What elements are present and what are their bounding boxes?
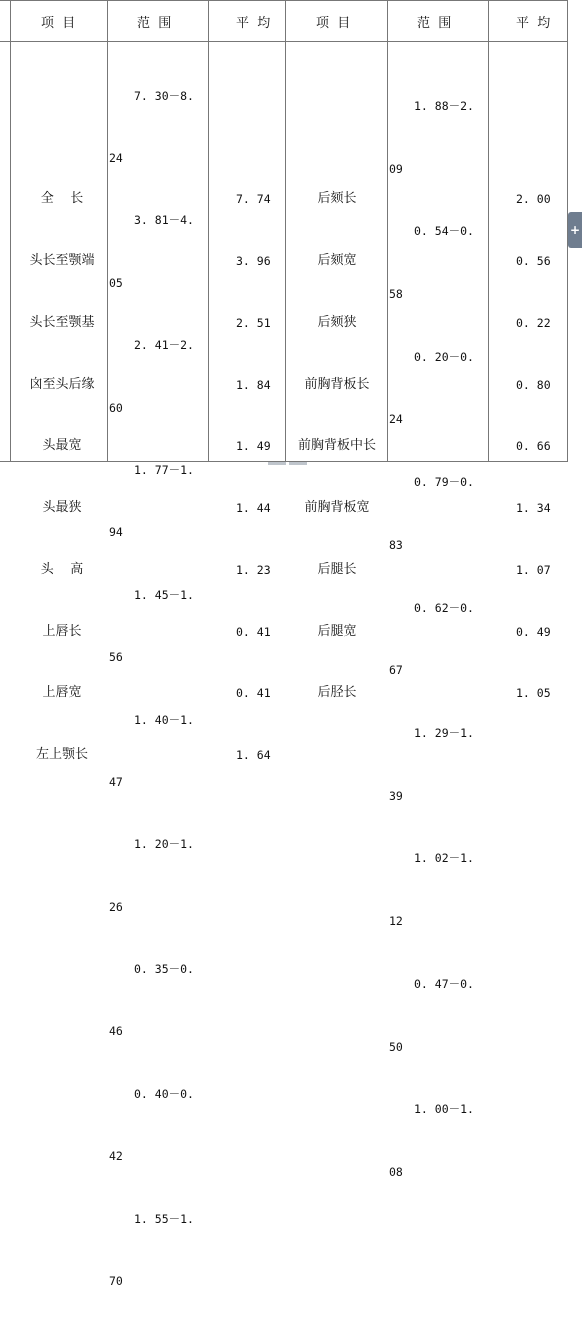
list-item: 头 高 — [40, 561, 84, 577]
list-item: 头最狭 — [42, 500, 82, 516]
list-item: 上唇宽 — [42, 685, 82, 701]
range-line: 1. 45－1. — [134, 587, 194, 602]
list-item: 后胫长 — [317, 685, 357, 701]
avg-value: 1. 84 — [236, 377, 271, 392]
range-line: 0. 47－0. — [414, 976, 474, 991]
list-item: 头最宽 — [42, 438, 82, 454]
list-item: 前胸背板中长 — [297, 438, 376, 454]
range-line: 24 — [109, 150, 123, 165]
right-item-names — [288, 148, 386, 745]
header-range-left: 范 围 — [137, 16, 172, 31]
range-line: 47 — [109, 774, 123, 789]
left-averages — [236, 148, 271, 807]
list-item: 后颏长 — [317, 191, 357, 207]
avg-value: 2. 51 — [236, 315, 271, 330]
range-line: 67 — [389, 663, 403, 678]
header-range-right: 范 围 — [417, 16, 452, 31]
range-line: 50 — [389, 1039, 403, 1054]
range-line: 12 — [389, 914, 403, 929]
range-line: 0. 40－0. — [134, 1086, 194, 1101]
range-line: 7. 30－8. — [134, 88, 194, 103]
list-item: 囟至头后缘 — [29, 376, 95, 392]
range-line: 60 — [109, 400, 123, 415]
header-avg-right: 平 均 — [516, 16, 551, 31]
left-ranges — [109, 44, 207, 1333]
range-line: 24 — [389, 412, 403, 427]
bottom-scrollbar-piece[interactable] — [268, 462, 286, 465]
range-line: 58 — [389, 286, 403, 301]
range-line: 70 — [109, 1274, 123, 1289]
avg-value: 1. 49 — [236, 439, 271, 454]
avg-value: 0. 49 — [516, 624, 551, 639]
list-item: 后腿宽 — [317, 623, 357, 639]
right-ranges — [389, 54, 487, 1225]
range-line: 56 — [109, 650, 123, 665]
col-line-3 — [285, 0, 286, 462]
range-line: 94 — [109, 525, 123, 540]
bottom-scrollbar-piece[interactable] — [289, 462, 307, 465]
header-divider — [0, 41, 568, 42]
list-item: 上唇长 — [42, 623, 82, 639]
avg-value: 0. 22 — [516, 315, 551, 330]
table-border-top — [0, 0, 568, 1]
range-line: 0. 54－0. — [414, 224, 474, 239]
col-line-1 — [107, 0, 108, 462]
range-line: 08 — [389, 1165, 403, 1180]
range-line: 1. 40－1. — [134, 712, 194, 727]
range-line: 1. 00－1. — [414, 1102, 474, 1117]
range-line: 83 — [389, 537, 403, 552]
range-line: 1. 55－1. — [134, 1211, 194, 1226]
list-item: 前胸背板长 — [304, 376, 370, 392]
header-avg-left: 平 均 — [236, 16, 271, 31]
list-item: 后腿长 — [317, 561, 357, 577]
range-line: 1. 29－1. — [414, 726, 474, 740]
avg-value: 7. 74 — [236, 192, 271, 207]
avg-value: 0. 41 — [236, 624, 271, 639]
avg-value: 1. 05 — [516, 686, 551, 701]
range-line: 0. 79－0. — [414, 475, 474, 490]
avg-value: 1. 07 — [516, 562, 551, 577]
avg-value: 0. 41 — [236, 686, 271, 701]
col-line-5 — [488, 0, 489, 462]
expand-side-tab[interactable] — [568, 212, 582, 248]
col-line-0 — [10, 0, 11, 462]
header-item-right: 项 目 — [316, 16, 351, 31]
range-line: 1. 88－2. — [414, 98, 474, 113]
range-line: 1. 77－1. — [134, 462, 194, 477]
list-item: 后颏宽 — [317, 252, 357, 268]
avg-value: 1. 44 — [236, 501, 271, 516]
avg-value: 0. 66 — [516, 439, 551, 454]
plus-icon: + — [569, 223, 581, 237]
avg-value: 1. 64 — [236, 748, 271, 763]
range-line: 0. 20－0. — [414, 349, 474, 364]
avg-value: 0. 56 — [516, 253, 551, 268]
range-line: 46 — [109, 1024, 123, 1039]
range-line: 3. 81－4. — [134, 213, 194, 228]
avg-value: 3. 96 — [236, 253, 271, 268]
list-item: 前胸背板宽 — [304, 500, 370, 516]
range-line: 05 — [109, 275, 123, 290]
range-line: 2. 41－2. — [134, 338, 194, 353]
right-averages — [516, 148, 551, 745]
avg-value: 1. 34 — [516, 501, 551, 516]
avg-value: 0. 80 — [516, 377, 551, 392]
range-line: 0. 35－0. — [134, 962, 194, 977]
list-item: 后颏狭 — [317, 314, 357, 330]
left-item-names — [20, 148, 104, 807]
range-line: 1. 02－1. — [414, 851, 474, 866]
col-line-4 — [387, 0, 388, 462]
header-item-left: 项 目 — [41, 16, 76, 31]
range-line: 26 — [109, 899, 123, 914]
range-line: 0. 62－0. — [414, 600, 474, 615]
range-line: 09 — [389, 161, 403, 176]
list-item: 头长至颚基 — [29, 314, 95, 330]
range-line: 1. 20－1. — [134, 837, 194, 852]
col-line-2 — [208, 0, 209, 462]
range-line: 42 — [109, 1149, 123, 1164]
avg-value: 2. 00 — [516, 192, 551, 207]
avg-value: 1. 23 — [236, 562, 271, 577]
list-item: 头长至颚端 — [29, 252, 95, 268]
range-line: 39 — [389, 788, 403, 803]
list-item: 全 长 — [40, 191, 84, 207]
list-item: 左上颚长 — [35, 747, 88, 763]
